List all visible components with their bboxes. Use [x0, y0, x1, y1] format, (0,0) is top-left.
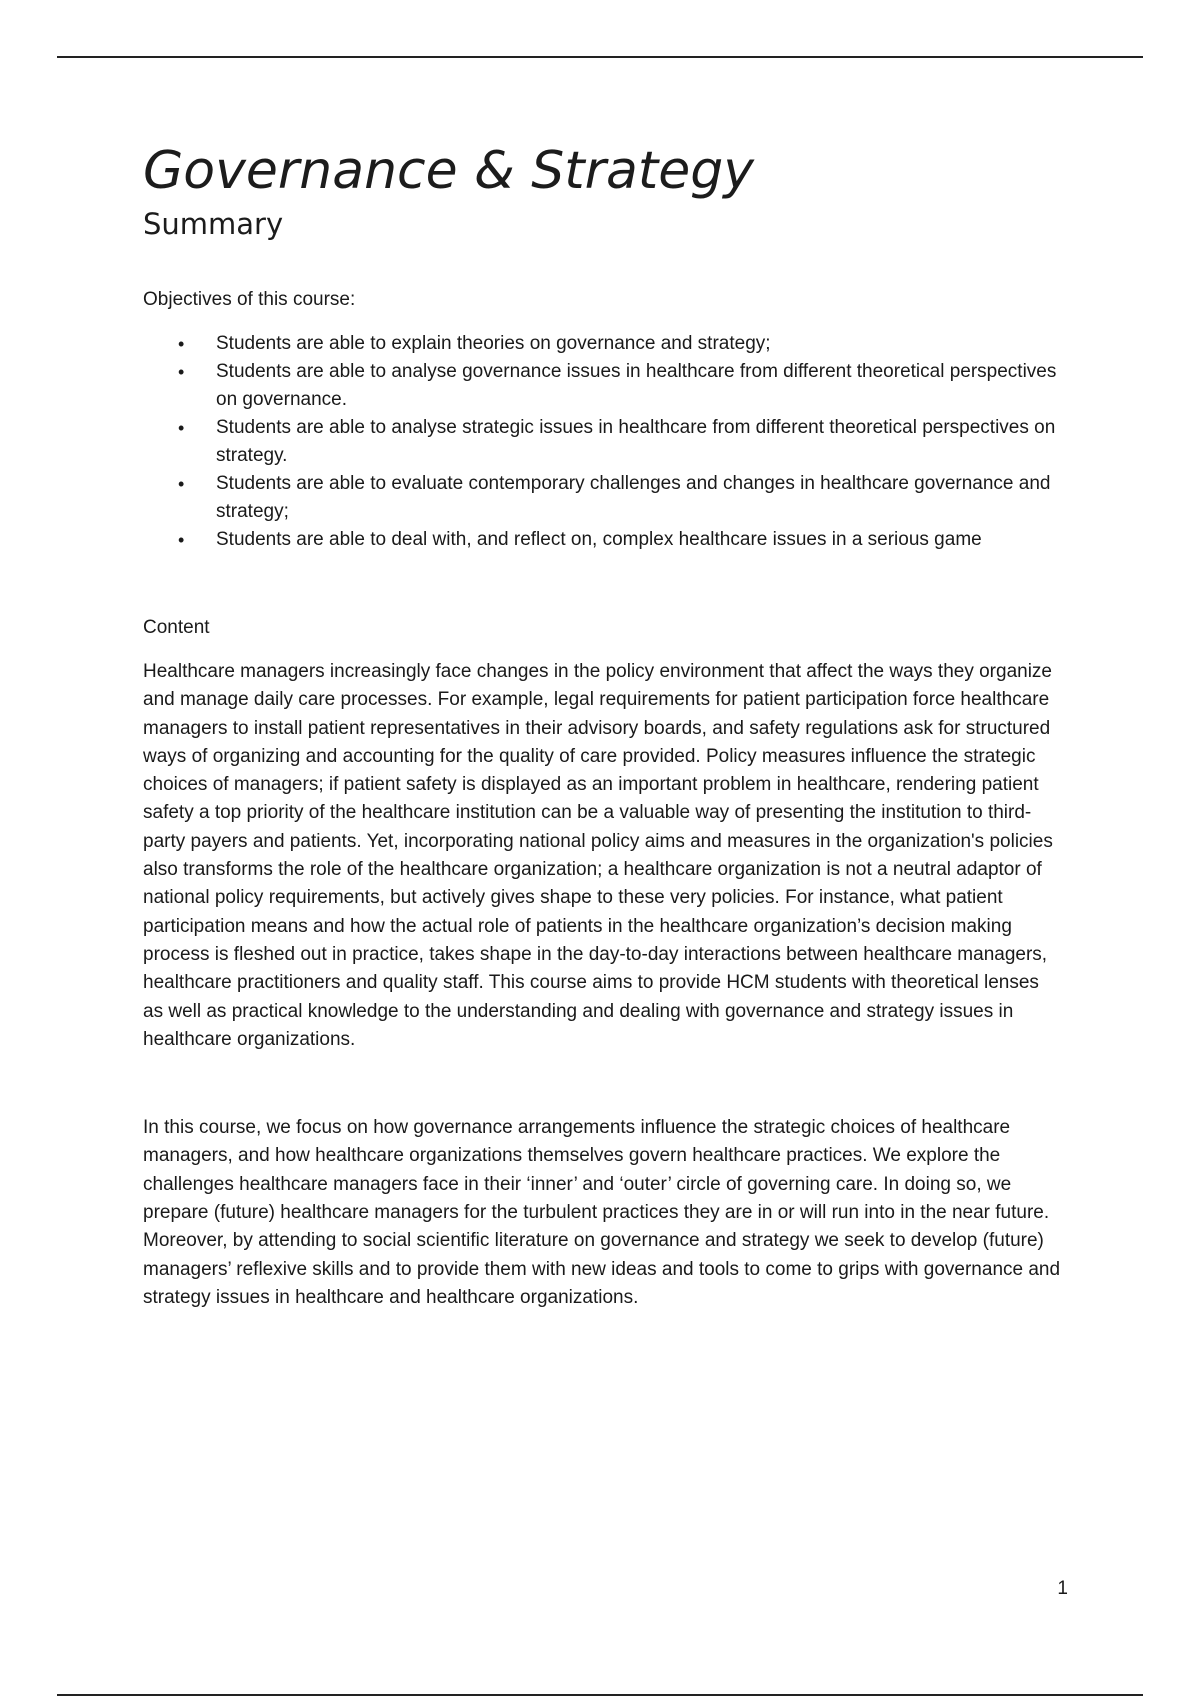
page-number: 1	[1057, 1578, 1068, 1599]
top-rule	[57, 56, 1143, 58]
objectives-list	[143, 330, 1063, 554]
objective-text: Students are able to deal with, and reflect on, complex healthcare issues in a serious game	[216, 529, 982, 550]
objectives-label: Objectives of this course:	[143, 289, 356, 310]
content-label: Content	[143, 617, 210, 638]
bullet-icon: •	[178, 474, 185, 494]
objective-text: Students are able to explain theories on governance and strategy;	[216, 333, 771, 354]
bullet-icon: •	[178, 530, 185, 550]
list-item	[143, 470, 1063, 526]
list-item	[143, 526, 1063, 554]
objective-text: Students are able to analyse governance issues in healthcare from different theoretical perspectives on governance.	[216, 361, 1057, 410]
list-item	[143, 414, 1063, 470]
list-item	[143, 330, 1063, 358]
objective-text: Students are able to evaluate contemporary challenges and changes in healthcare governance and strategy;	[216, 473, 1051, 522]
document-subtitle: Summary	[143, 207, 284, 241]
bottom-rule	[57, 1694, 1143, 1696]
content-paragraph-1: Healthcare managers increasingly face changes in the policy environment that affect the ways they organize and manage daily care processes. For example, legal requirements for patient participation force healthcare managers to install patient representatives in their advisory boards, and safety regulations ask for structured ways of organizing and accounting for the quality of care provided. Policy measures influence the strategic choices of managers; if patient safety is displayed as an important problem in healthcare, rendering patient safety a top priority of the healthcare institution can be a valuable way of presenting the institution to third-party payers and patients. Yet, incorporating national policy aims and measures in the organization's policies also transforms the role of the healthcare organization; a healthcare organization is not a neutral adaptor of national policy requirements, but actively gives shape to these very policies. For instance, what patient participation means and how the actual role of patients in the healthcare organization’s decision making process is fleshed out in practice, takes shape in the day-to-day interactions between healthcare managers, healthcare practitioners and quality staff. This course aims to provide HCM students with theoretical lenses as well as practical knowledge to the understanding and dealing with governance and strategy issues in healthcare organizations.	[143, 661, 1053, 1050]
bullet-icon: •	[178, 334, 185, 354]
bullet-icon: •	[178, 362, 185, 382]
objective-text: Students are able to analyse strategic issues in healthcare from different theoretical perspectives on strategy.	[216, 417, 1056, 466]
document-title: Governance & Strategy	[143, 141, 755, 201]
page-content	[143, 140, 1063, 1312]
bullet-icon: •	[178, 418, 185, 438]
list-item	[143, 358, 1063, 414]
content-paragraph-2: In this course, we focus on how governance arrangements influence the strategic choices of healthcare managers, and how healthcare organizations themselves govern healthcare practices. We explore the challenges healthcare managers face in their ‘inner’ and ‘outer’ circle of governing care. In doing so, we prepare (future) healthcare managers for the turbulent practices they are in or will run into in the near future. Moreover, by attending to social scientific literature on governance and strategy we seek to develop (future) managers’ reflexive skills and to provide them with new ideas and tools to come to grips with governance and strategy issues in healthcare and healthcare organizations.	[143, 1117, 1061, 1308]
